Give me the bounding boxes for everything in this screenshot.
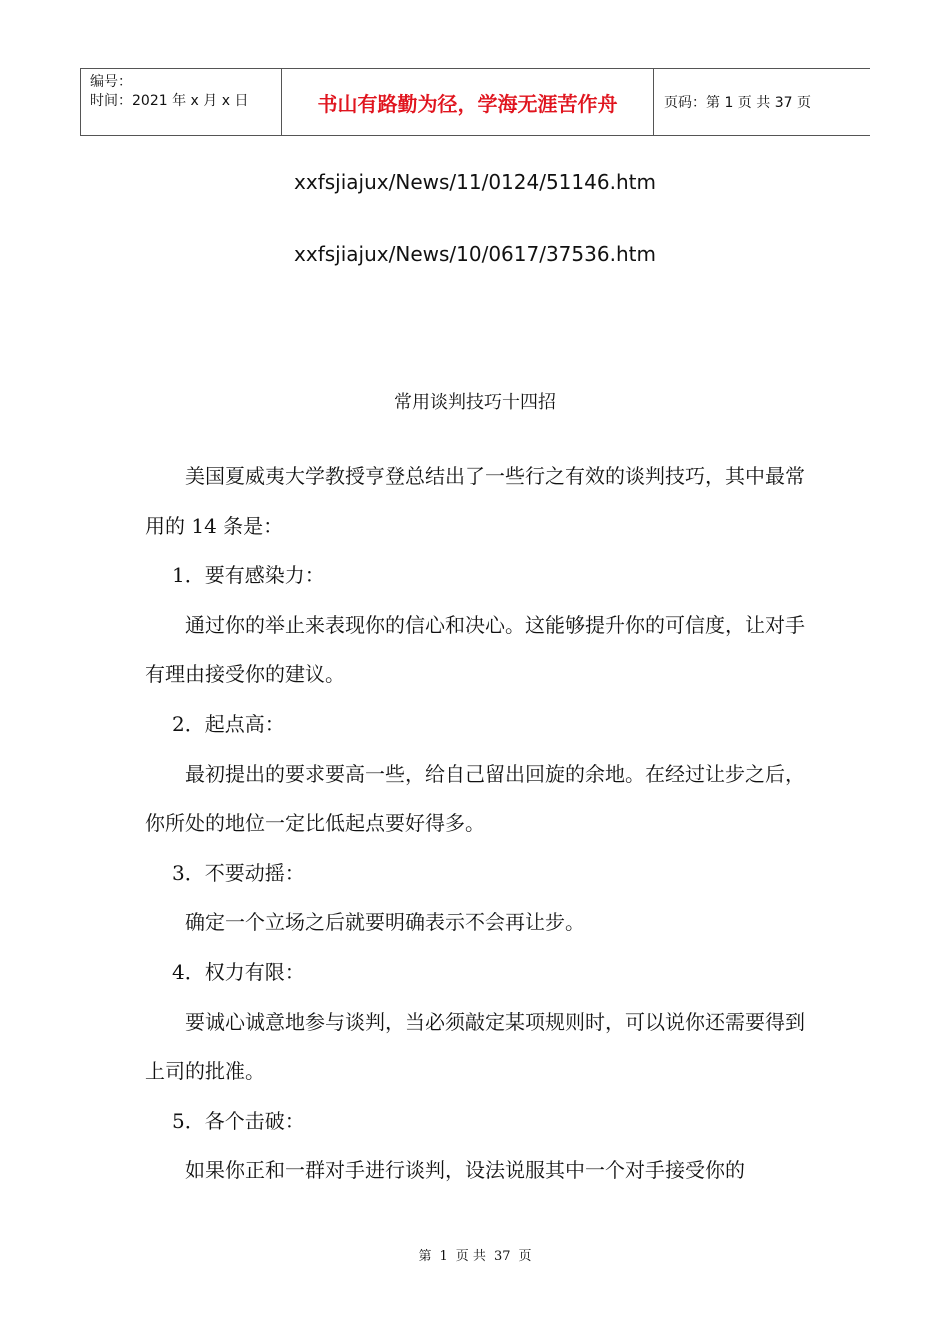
paragraph: 确定一个立场之后就要明确表示不会再让步。 (185, 910, 585, 935)
footer-mid: 页 共 (455, 1249, 486, 1264)
list-item-heading: 4．权力有限： (172, 959, 305, 984)
footer-suffix: 页 (518, 1249, 532, 1264)
url-line: xxfsjiajux/News/11/0124/51146.htm (294, 170, 656, 194)
header-motto: 书山有路勤为径，学海无涯苦作舟 (282, 69, 654, 135)
date-label: 时间：2021 年 x 月 x 日 (90, 93, 249, 109)
document-body (145, 452, 805, 1196)
paragraph: 如果你正和一群对手进行谈判，设法说服其中一个对手接受你的 (185, 1158, 745, 1183)
list-item-heading: 3．不要动摇： (172, 860, 305, 885)
paragraph: 要诚心诚意地参与谈判，当必须敲定某项规则时，可以说你还需要得到上司的批准。 (145, 1009, 805, 1084)
footer-page-total: 37 (493, 1249, 511, 1264)
paragraph: 最初提出的要求要高一些，给自己留出回旋的余地。在经过让步之后，你所处的地位一定比低起点要好得多。 (145, 761, 805, 836)
footer-prefix: 第 (418, 1249, 432, 1264)
page-header (80, 68, 870, 136)
page-footer (0, 1245, 950, 1264)
list-item-heading: 5．各个击破： (172, 1108, 305, 1133)
header-page-info: 页码：第 1 页 共 37 页 (664, 95, 811, 111)
document-title: 常用谈判技巧十四招 (394, 392, 556, 413)
paragraph: 美国夏威夷大学教授亨登总结出了一些行之有效的谈判技巧，其中最常用的 14 条是： (145, 464, 805, 538)
list-item-heading: 2．起点高： (172, 711, 285, 736)
list-item-heading: 1．要有感染力： (172, 563, 325, 588)
url-line: xxfsjiajux/News/10/0617/37536.htm (294, 242, 656, 266)
paragraph: 通过你的举止来表现你的信心和决心。这能够提升你的可信度，让对手有理由接受你的建议。 (145, 612, 805, 687)
number-label: 编号： (90, 74, 132, 90)
footer-page-num: 1 (439, 1249, 448, 1264)
header-meta (80, 69, 282, 135)
